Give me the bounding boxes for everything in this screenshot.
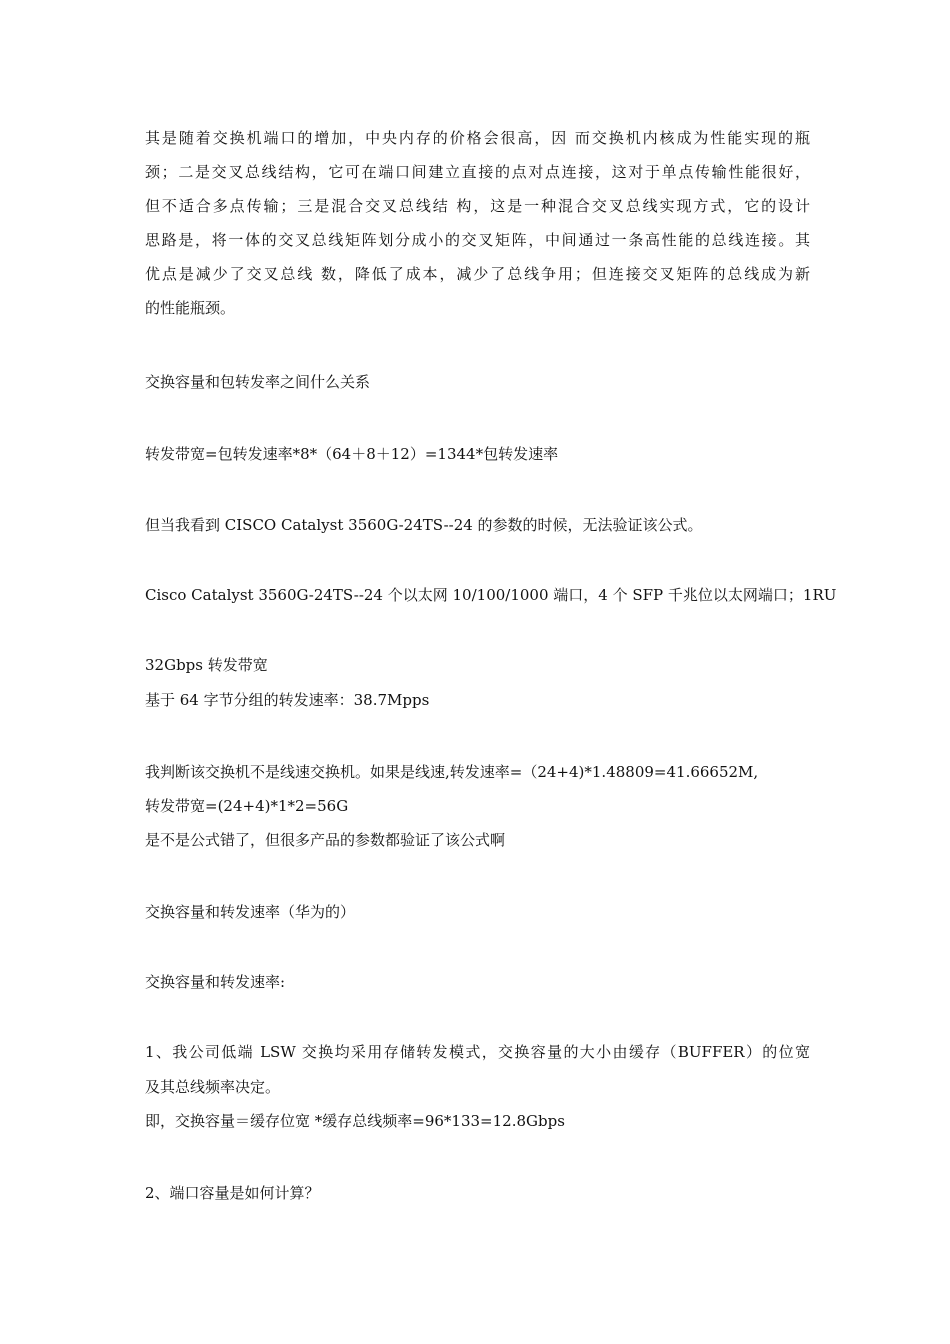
heading-sub: 交换容量和转发速率: xyxy=(145,973,286,991)
spec-rate: 基于 64 字节分组的转发速率：38.7Mpps xyxy=(145,691,430,709)
item1-line-2: 及其总线频率决定。 xyxy=(145,1078,281,1096)
item1-formula: 即，交换容量＝缓存位宽 *缓存总线频率=96*133=12.8Gbps xyxy=(145,1112,565,1130)
intro-line-2: 颈；二是交叉总线结构，它可在端口间建立直接的点对点连接，这对于单点传输性能很好， xyxy=(145,163,810,181)
cisco-spec: Cisco Catalyst 3560G-24TS--24 个以太网 10/100/1000 端口，4 个 SFP 千兆位以太网端口；1RU xyxy=(145,586,837,604)
intro-line-6: 的性能瓶颈。 xyxy=(145,299,236,317)
intro-line-4: 思路是，将一体的交叉总线矩阵划分成小的交叉矩阵，中间通过一条高性能的总线连接。其 xyxy=(145,231,810,249)
item1-line-1: 1、我公司低端 LSW 交换均采用存储转发模式，交换容量的大小由缓存（BUFFER）的位宽 xyxy=(145,1043,810,1061)
formula-bandwidth: 转发带宽=包转发速率*8*（64＋8＋12）=1344*包转发速率 xyxy=(145,445,559,463)
intro-line-5: 优点是减少了交叉总线 数，降低了成本，减少了总线争用；但连接交叉矩阵的总线成为新 xyxy=(145,265,810,283)
question-cisco: 但当我看到 CISCO Catalyst 3560G-24TS--24 的参数的时候，无法验证该公式。 xyxy=(145,516,703,534)
intro-line-3: 但不适合多点传输；三是混合交叉总线结 构，这是一种混合交叉总线实现方式，它的设计 xyxy=(145,197,810,215)
spec-bandwidth: 32Gbps 转发带宽 xyxy=(145,656,268,674)
judgement-line-1: 我判断该交换机不是线速交换机。如果是线速,转发速率=（24+4)*1.48809=41.66652M, xyxy=(145,763,759,781)
judgement-line-3: 是不是公式错了，但很多产品的参数都验证了该公式啊 xyxy=(145,831,506,849)
heading-huawei: 交换容量和转发速率（华为的） xyxy=(145,903,356,921)
item2: 2、端口容量是如何计算？ xyxy=(145,1184,320,1202)
heading-relation: 交换容量和包转发率之间什么关系 xyxy=(145,373,371,391)
judgement-line-2: 转发带宽=(24+4)*1*2=56G xyxy=(145,797,349,815)
intro-line-1: 其是随着交换机端口的增加，中央内存的价格会很高，因 而交换机内核成为性能实现的瓶 xyxy=(145,129,810,147)
